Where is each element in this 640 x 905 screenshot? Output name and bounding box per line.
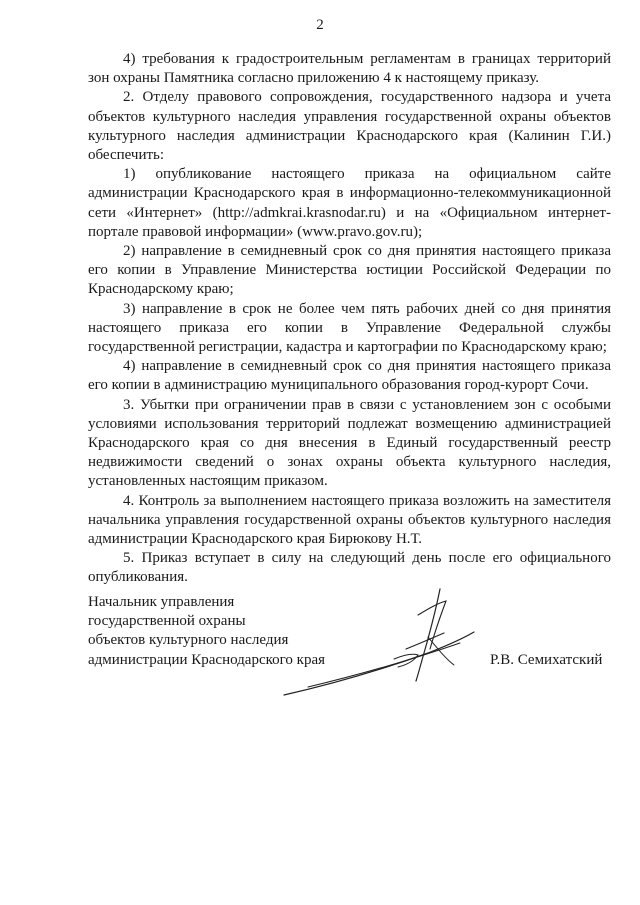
signatory-name: Р.В. Семихатский (490, 651, 603, 668)
signatory-title-line: Начальник управления (88, 594, 235, 610)
document-body (88, 50, 611, 588)
paragraph-subitem-rosreestr: 3) направление в срок не более чем пять рабочих дней со дня принятия настоящего приказа его копии в Управление Федеральной службы государственной регистрации, кадастра и картографии по Краснодарскому краю; (88, 300, 611, 356)
signatory-title-line: государственной охраны (88, 613, 246, 630)
signatory-title-line: объектов культурного наследия (88, 632, 289, 649)
paragraph-subitem-publication: 1) опубликование настоящего приказа на официальном сайте администрации Краснодарского края в информационно-телекоммуникационной сети «Интернет» (http://admkrai.krasnodar.ru) и на «Официальном интернет-портале правовой информации» (www.pravo.gov.ru); (88, 166, 611, 240)
signatory-title-line: администрации Краснодарского края (88, 651, 326, 668)
paragraph-item-5: 5. Приказ вступает в силу на следующий день после его официального опубликования. (88, 550, 611, 586)
paragraph-item-3: 3. Убытки при ограничении прав в связи с установлением зон с особыми условиями использования территорий подлежат возмещению администрацией Краснодарского края со дня внесения в Единый государственный реестр недвижимости сведений о зонах охраны объекта культурного наследия, установленных настоящим приказом. (88, 396, 611, 490)
handwritten-signature (278, 587, 498, 702)
page-number: 2 (316, 17, 324, 33)
paragraph-requirements: 4) требования к градостроительным регламентам в границах территорий зон охраны Памятника согласно приложению 4 к настоящему приказу. (88, 51, 611, 87)
paragraph-item-4: 4. Контроль за выполнением настоящего приказа возложить на заместителя начальника управления государственной охраны объектов культурного наследия администрации Краснодарского края Бирюкову Н.Т. (88, 492, 611, 548)
paragraph-item-2: 2. Отделу правового сопровождения, государственного надзора и учета объектов культурного наследия управления государственной охраны объектов культурного наследия администрации Краснодарского края (Калинин Г.И.) обеспечить: (88, 89, 611, 164)
paragraph-subitem-justice-ministry: 2) направление в семидневный срок со дня принятия настоящего приказа его копии в Управление Министерства юстиции Российской Федерации по Краснодарскому краю; (88, 243, 611, 298)
paragraph-subitem-sochi: 4) направление в семидневный срок со дня принятия настоящего приказа его копии в администрацию муниципального образования город-курорт Сочи. (88, 358, 611, 394)
